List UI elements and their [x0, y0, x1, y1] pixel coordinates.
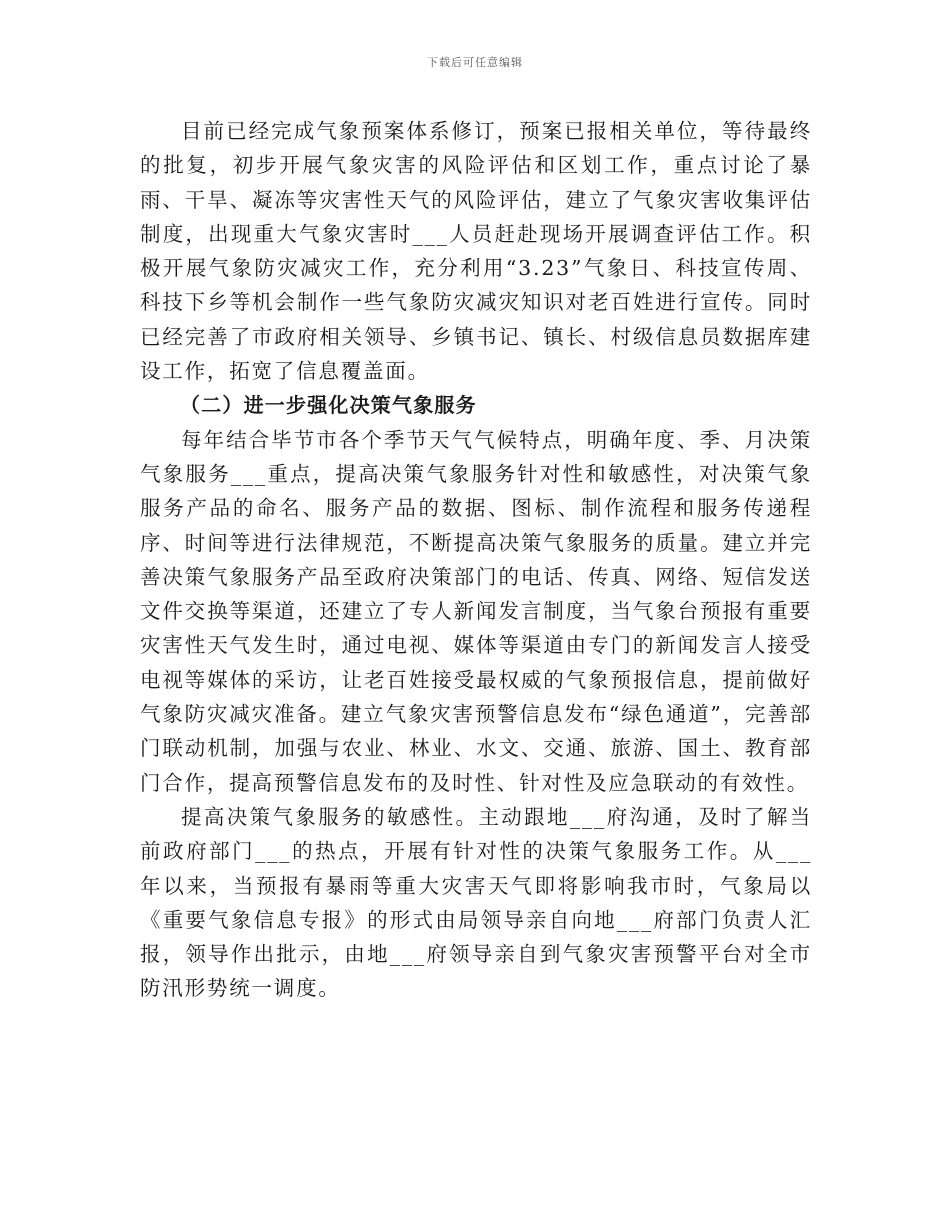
- document-body: [140, 114, 812, 1006]
- section-heading: （二）进一步强化决策气象服务: [180, 393, 477, 418]
- page-header-note: 下载后可任意编辑: [427, 56, 523, 69]
- paragraph-warning-system: 目前已经完成气象预案体系修订，预案已报相关单位，等待最终的批复，初步开展气象灾害的风险评估和区划工作，重点讨论了暴雨、干旱、凝冻等灾害性天气的风险评估，建立了气象灾害收集评估制度，出现重大气象灾害时___人员赶赴现场开展调查评估工作。积极开展气象防灾减灾工作，充分利用“3.23”气象日、科技宣传周、科技下乡等机会制作一些气象防灾减灾知识对老百姓进行宣传。同时已经完善了市政府相关领导、乡镇书记、镇长、村级信息员数据库建设工作，拓宽了信息覆盖面。: [140, 119, 812, 384]
- paragraph-decision-service: 每年结合毕节市各个季节天气气候特点，明确年度、季、月决策气象服务___重点，提高决策气象服务针对性和敏感性，对决策气象服务产品的命名、服务产品的数据、图标、制作流程和服务传递程序、时间等进行法律规范，不断提高决策气象服务的质量。建立并完善决策气象服务产品至政府决策部门的电话、传真、网络、短信发送文件交换等渠道，还建立了专人新闻发言制度，当气象台预报有重要灾害性天气发生时，通过电视、媒体等渠道由专门的新闻发言人接受电视等媒体的采访，让老百姓接受最权威的气象预报信息，提前做好气象防灾减灾准备。建立气象灾害预警信息发布“绿色通道”，完善部门联动机制，加强与农业、林业、水文、交通、旅游、国土、教育部门合作，提高预警信息发布的及时性、针对性及应急联动的有效性。: [140, 427, 812, 795]
- paragraph-sensitivity: 提高决策气象服务的敏感性。主动跟地___府沟通，及时了解当前政府部门___的热点，开展有针对性的决策气象服务工作。从___年以来，当预报有暴雨等重大灾害天气即将影响我市时，气象局以《重要气象信息专报》的形式由局领导亲自向地___府部门负责人汇报，领导作出批示，由地___府领导亲自到气象灾害预警平台对全市防汛形势统一调度。: [140, 804, 812, 1001]
